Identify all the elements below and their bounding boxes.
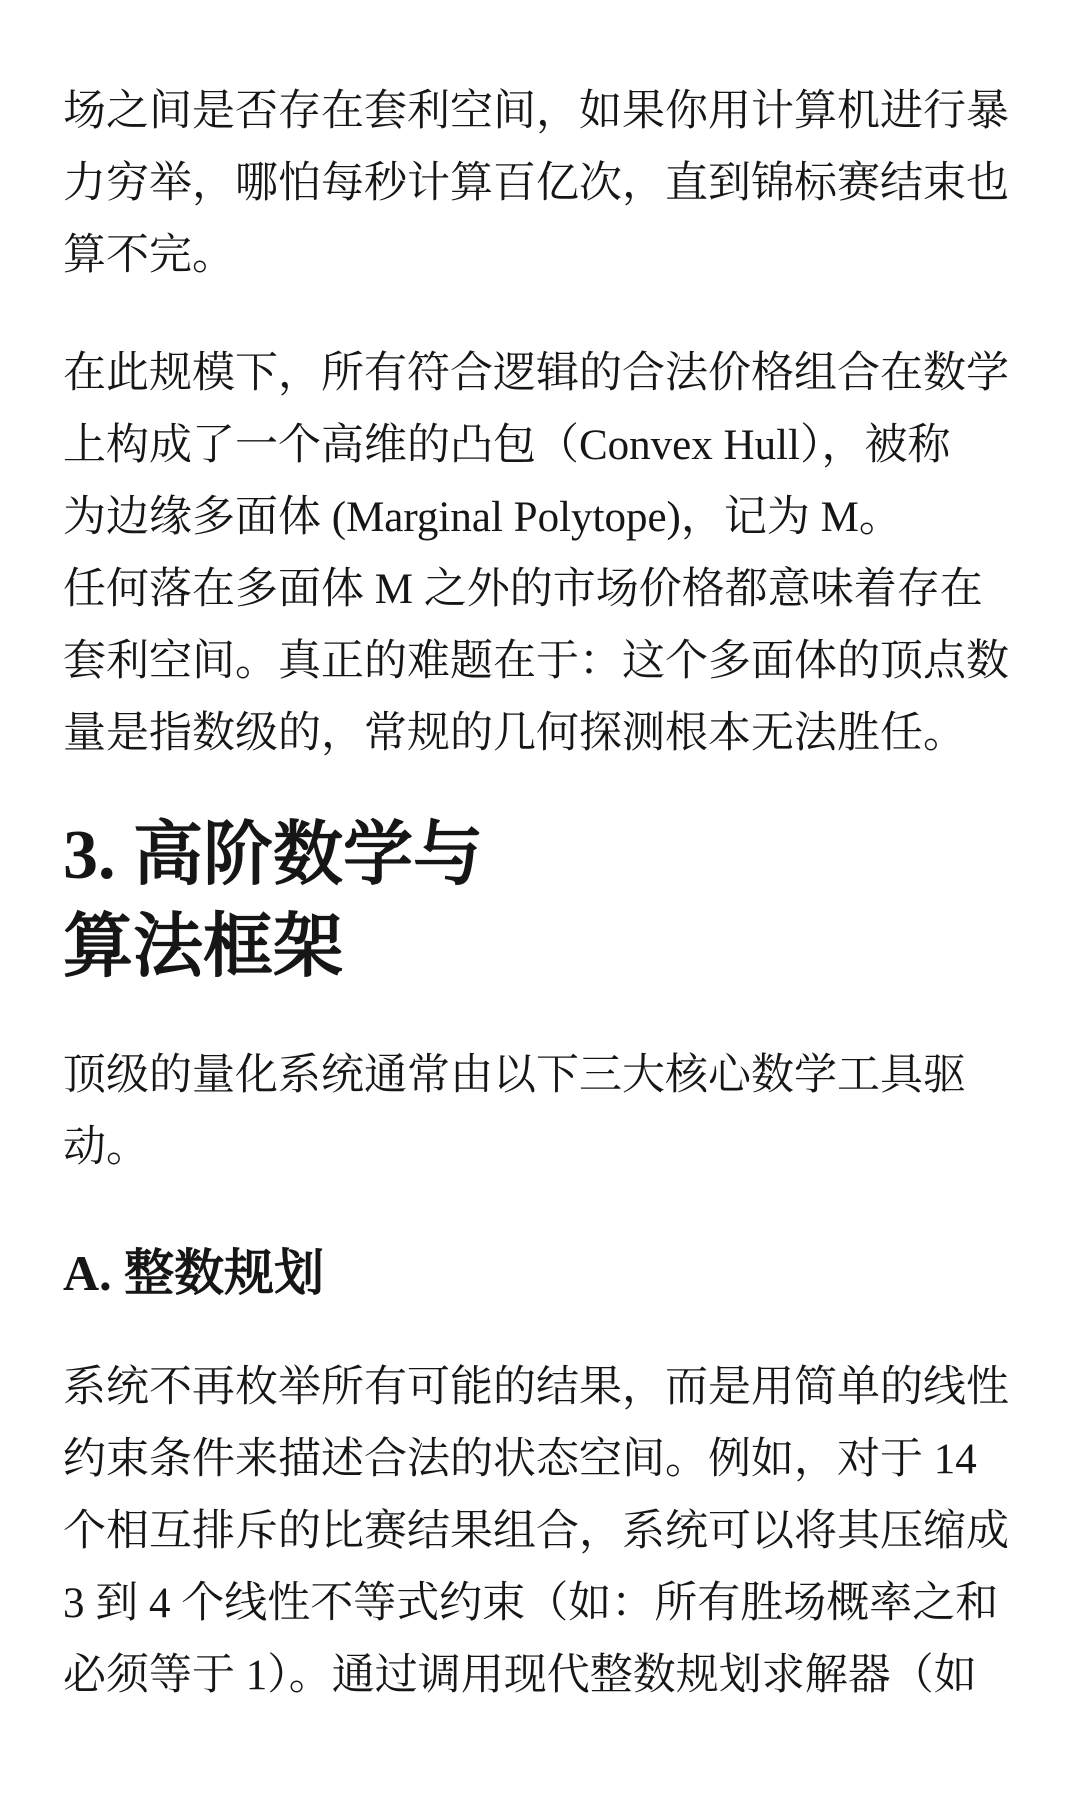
paragraph-line: 任何落在多面体 M 之外的市场价格都意味着存在 (63, 566, 983, 613)
paragraph-three-tools (63, 1040, 1022, 1184)
paragraph-line: 顶级的量化系统通常由以下三大核心数学工具驱 (63, 1052, 966, 1099)
heading-line: 3. 高阶数学与 (63, 817, 483, 894)
paragraph-line: 场之间是否存在套利空间，如果你用计算机进行暴 (63, 88, 1009, 135)
paragraph-line: 约束条件来描述合法的状态空间。例如，对于 14 (63, 1436, 977, 1483)
paragraph-line: 个相互排斥的比赛结果组合，系统可以将其压缩成 (63, 1508, 1009, 1555)
paragraph-line: 为边缘多面体 (Marginal Polytope)，记为 M。 (63, 494, 902, 541)
heading-line: 算法框架 (63, 909, 343, 986)
section-heading-advanced-math (63, 810, 1022, 994)
paragraph-convex-hull (63, 338, 1022, 770)
paragraph-line: 在此规模下，所有符合逻辑的合法价格组合在数学 (63, 350, 1009, 397)
paragraph-line: 系统不再枚举所有可能的结果，而是用简单的线性 (63, 1364, 1009, 1411)
paragraph-line: 动。 (63, 1124, 149, 1171)
paragraph-line: 算不完。 (63, 232, 235, 279)
paragraph-line: 力穷举，哪怕每秒计算百亿次，直到锦标赛结束也 (63, 160, 1009, 207)
paragraph-line: 上构成了一个高维的凸包（Convex Hull），被称 (63, 422, 951, 469)
paragraph-line: 必须等于 1）。通过调用现代整数规划求解器（如 (63, 1652, 977, 1699)
paragraph-arbitrage-bruteforce (63, 76, 1022, 292)
subsection-heading-integer-programming (63, 1240, 1022, 1306)
paragraph-line: 套利空间。真正的难题在于：这个多面体的顶点数 (63, 638, 1009, 685)
paragraph-integer-programming (63, 1352, 1022, 1712)
heading-line: A. 整数规划 (63, 1245, 325, 1301)
paragraph-line: 量是指数级的，常规的几何探测根本无法胜任。 (63, 710, 966, 757)
paragraph-line: 3 到 4 个线性不等式约束（如：所有胜场概率之和 (63, 1580, 999, 1627)
